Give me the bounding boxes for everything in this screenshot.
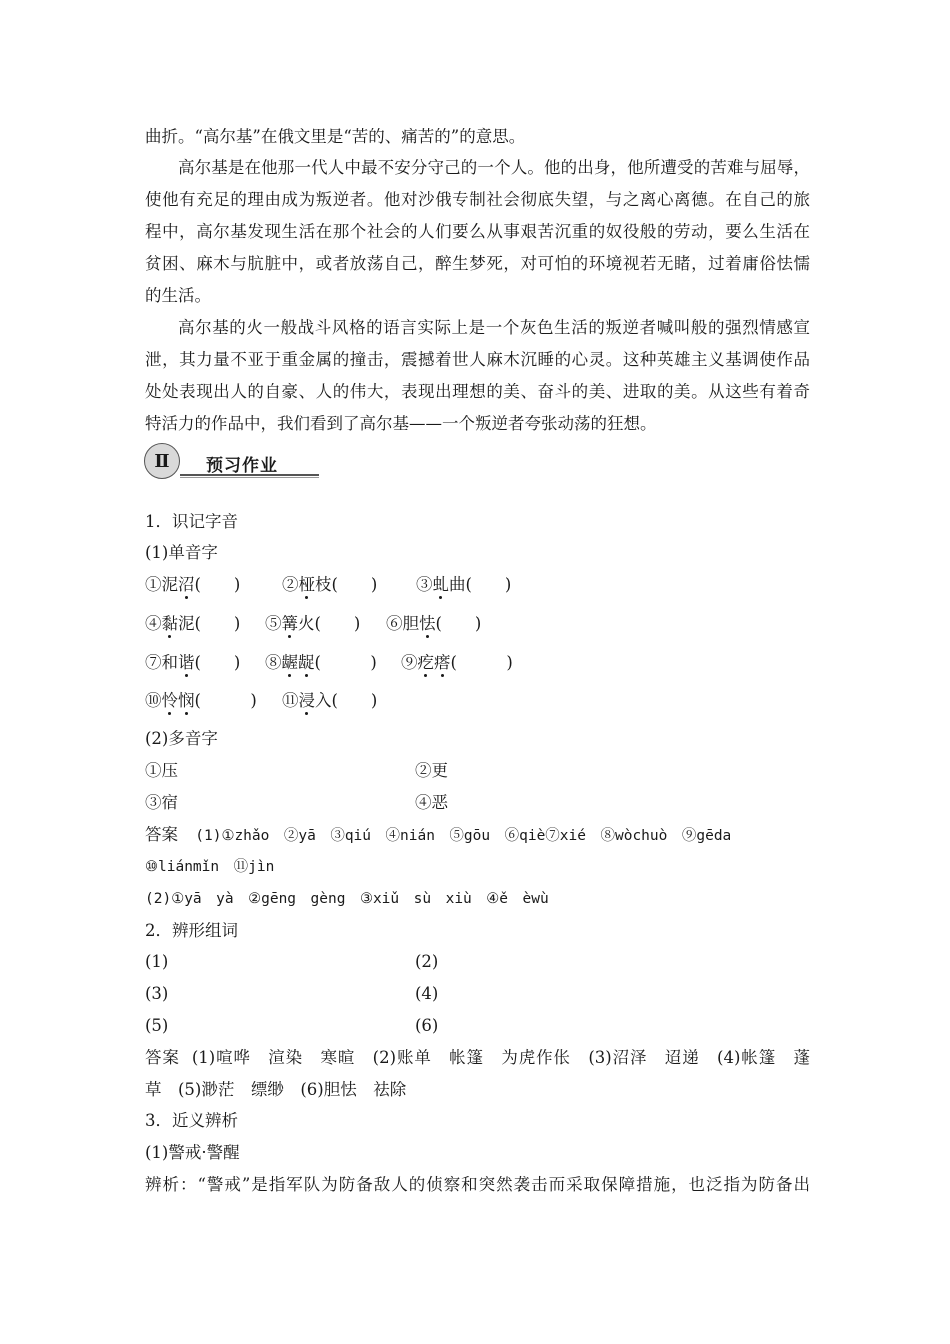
q2-slot: (2) — [415, 952, 439, 971]
char-item — [265, 614, 360, 634]
char-item-number: ③ — [416, 575, 433, 594]
char-item-number: ① — [145, 575, 162, 594]
emphasis-char: 浸 — [298, 691, 315, 710]
char-item-number: ⑥ — [386, 614, 403, 633]
answer-blank: ( ) — [314, 614, 361, 633]
char-item-number: ⑩ — [145, 691, 162, 710]
section-title: 预习作业 — [206, 456, 278, 476]
char-item — [145, 614, 240, 634]
section-header — [144, 443, 319, 479]
emphasis-char: 悯 — [178, 691, 195, 710]
answer-text: (1)①zhǎo ②yā ③qiú ④nián ⑤gōu ⑥qiè⑦xié ⑧wòchuò ⑨gēda — [195, 828, 732, 844]
answer-blank: ( ) — [194, 575, 241, 594]
q2-answer-line: 草 (5)渺茫 缥缈 (6)胆怯 祛除 — [145, 1080, 407, 1099]
q3-sub1: (1)警戒·警醒 — [145, 1143, 240, 1162]
char-item-number: ⑤ — [265, 614, 282, 633]
multi-item: ②更 — [415, 761, 448, 780]
char-item-text: 泥 — [161, 575, 178, 594]
intro-p1-line: 程中，高尔基发现生活在那个社会的人们要么从事艰苦沉重的奴役般的劳动，要么生活在 — [145, 222, 810, 241]
emphasis-char: 谐 — [178, 653, 195, 672]
intro-p2-line: 泄，其力量不亚于重金属的撞击，震撼着世人麻木沉睡的心灵。这种英雄主义基调使作品 — [145, 350, 810, 369]
char-item — [416, 575, 511, 595]
answer-blank: ( ) — [194, 691, 257, 710]
emphasis-char: 篝 — [281, 614, 298, 633]
answer-label: 答案 — [145, 825, 178, 844]
intro-p2-line: 高尔基的火一般战斗风格的语言实际上是一个灰色生活的叛逆者喊叫般的强烈情感宣 — [178, 318, 810, 337]
char-item-text: 和 — [161, 653, 178, 672]
char-item — [282, 691, 377, 711]
q2-slot: (6) — [415, 1016, 439, 1035]
q2-slot: (1) — [145, 952, 169, 971]
emphasis-char: 龌 — [281, 653, 298, 672]
q3-analysis-line: 辨析：“警戒”是指军队为防备敌人的侦察和突然袭击而采取保障措施，也泛指为防备出 — [145, 1175, 810, 1194]
char-item — [145, 575, 240, 595]
q1-answer-line: ⑩liánmǐn ⑪jìn — [145, 859, 275, 875]
section-number-badge: Ⅱ — [144, 443, 180, 479]
q2-slot: (5) — [145, 1016, 169, 1035]
answer-label: 答案 — [145, 1048, 180, 1067]
char-item-number: ⑪ — [282, 691, 299, 710]
intro-p2-line: 特活力的作品中，我们看到了高尔基——一个叛逆者夸张动荡的狂想。 — [145, 414, 657, 433]
intro-p1-line: 高尔基是在他那一代人中最不安分守己的一个人。他的出身，他所遭受的苦难与屈辱， — [178, 158, 810, 177]
emphasis-char: 黏 — [161, 614, 178, 633]
intro-p2-line: 处处表现出人的自豪、人的伟大，表现出理想的美、奋斗的美、进取的美。从这些有着奇 — [145, 382, 810, 401]
q1-answer-line: (2)①yā yà ②gēng gèng ③xiǔ sù xiù ④ě èwù — [145, 891, 549, 907]
char-item-text: 枝 — [315, 575, 332, 594]
char-item-number: ② — [282, 575, 299, 594]
emphasis-char: 龊 — [298, 653, 315, 672]
char-item — [265, 653, 377, 673]
emphasis-char: 瘩 — [434, 653, 451, 672]
char-item-text: 火 — [298, 614, 315, 633]
section-underline-shadow — [180, 477, 319, 478]
char-item-number: ⑧ — [265, 653, 282, 672]
char-item-text: 曲 — [449, 575, 466, 594]
q2-answer-line — [145, 1048, 810, 1068]
char-item-number: ④ — [145, 614, 162, 633]
char-item-text: 入 — [315, 691, 332, 710]
char-item — [386, 614, 481, 634]
answer-blank: ( ) — [450, 653, 513, 672]
answer-blank: ( ) — [435, 614, 482, 633]
char-item — [145, 691, 257, 711]
multi-item: ④恶 — [415, 793, 448, 812]
q1-heading: 1．识记字音 — [145, 512, 238, 531]
q2-slot: (4) — [415, 984, 439, 1003]
answer-blank: ( ) — [194, 653, 241, 672]
q2-heading: 2．辨形组词 — [145, 921, 238, 940]
q3-heading: 3．近义辨析 — [145, 1111, 238, 1130]
multi-item: ①压 — [145, 761, 178, 780]
intro-line-0: 曲折。“高尔基”在俄文里是“苦的、痛苦的”的意思。 — [145, 127, 526, 146]
char-item — [145, 653, 240, 673]
emphasis-char: 虬 — [432, 575, 449, 594]
char-item — [282, 575, 377, 595]
answer-blank: ( ) — [194, 614, 241, 633]
q2-slot: (3) — [145, 984, 169, 1003]
emphasis-char: 怯 — [419, 614, 436, 633]
intro-p1-line: 贫困、麻木与肮脏中，或者放荡自己，醉生梦死，对可怕的环境视若无睹，过着庸俗怯懦 — [145, 254, 810, 273]
answer-text: (1)喧哗 渲染 寒暄 (2)账单 帐篷 为虎作伥 (3)沼泽 迢递 (4)帐篷 蓬 — [191, 1048, 811, 1067]
multi-item: ③宿 — [145, 793, 178, 812]
char-item — [401, 653, 513, 673]
emphasis-char: 桠 — [298, 575, 315, 594]
emphasis-char: 怜 — [161, 691, 178, 710]
emphasis-char: 沼 — [178, 575, 195, 594]
q1-answer-line — [145, 825, 731, 846]
char-item-number: ⑨ — [401, 653, 418, 672]
intro-p1-line: 的生活。 — [145, 286, 211, 305]
intro-p1-line: 使他有充足的理由成为叛逆者。他对沙俄专制社会彻底失望，与之离心离德。在自己的旅 — [145, 190, 810, 209]
answer-blank: ( ) — [331, 575, 378, 594]
emphasis-char: 疙 — [417, 653, 434, 672]
answer-blank: ( ) — [314, 653, 377, 672]
q1-sub1: (1)单音字 — [145, 543, 218, 562]
q1-sub2: (2)多音字 — [145, 729, 218, 748]
answer-blank: ( ) — [465, 575, 512, 594]
char-item-text: 泥 — [178, 614, 195, 633]
answer-blank: ( ) — [331, 691, 378, 710]
char-item-text: 胆 — [402, 614, 419, 633]
char-item-number: ⑦ — [145, 653, 162, 672]
